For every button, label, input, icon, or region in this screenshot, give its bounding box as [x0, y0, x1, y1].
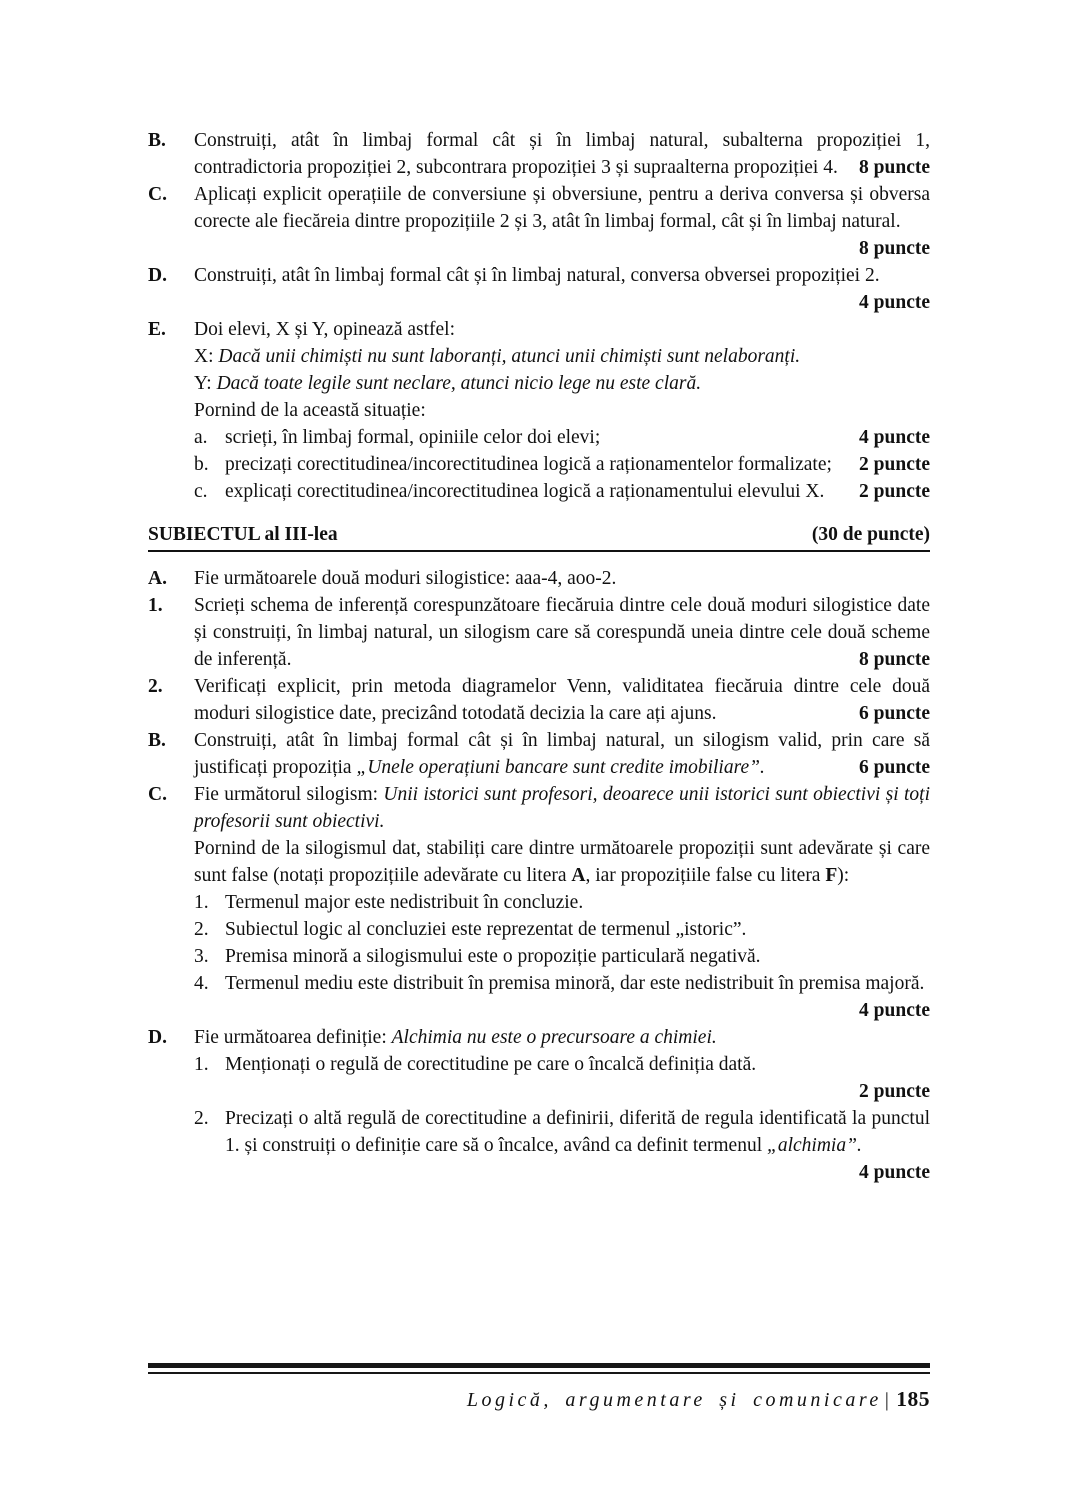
text-run: scrieți, în limbaj formal, opiniile celor doi elevi; [225, 427, 601, 448]
section-heading [148, 521, 930, 552]
question-item [148, 727, 930, 781]
paragraph [194, 1051, 930, 1078]
text-run: Subiectul logic al concluziei este reprezentat de termenul „istoric”. [225, 919, 747, 940]
points-value: 8 puncte [859, 238, 930, 259]
text-run: Fie următorul silogism: [194, 784, 384, 805]
text-run: Dacă unii chimiști nu sunt laboranți, atunci unii chimiști sunt nelaboranți. [218, 346, 801, 367]
points-value: 4 puncte [859, 427, 930, 448]
paragraph [194, 1024, 930, 1051]
question-label: E. [148, 319, 166, 340]
footer-separator: | [883, 1389, 890, 1411]
points-value: 8 puncte [859, 157, 930, 178]
question-body [194, 592, 930, 673]
paragraph [194, 592, 930, 673]
paragraph [194, 181, 930, 262]
question-body [194, 316, 930, 505]
question-item [148, 127, 930, 181]
footer-rule-thick [148, 1363, 930, 1368]
question-label: D. [148, 265, 167, 286]
sub-label: b. [194, 454, 209, 475]
book-title: Logică, argumentare și comunicare [466, 1389, 882, 1411]
paragraph [194, 262, 930, 316]
footer-rule-thin [148, 1372, 930, 1374]
question-body [194, 781, 930, 1024]
section-title: SUBIECTUL al III-lea [148, 524, 338, 545]
question-label: 2. [148, 676, 163, 697]
question-item [148, 781, 930, 1024]
sub-label: 1. [194, 1054, 209, 1075]
paragraph [194, 943, 930, 970]
text-run: Termenul major este nedistribuit în concluzie. [225, 892, 584, 913]
page-content [148, 127, 930, 1186]
sub-label: 4. [194, 973, 209, 994]
points-value: 6 puncte [859, 703, 930, 724]
paragraph [194, 127, 930, 181]
points-value: 2 puncte [859, 481, 930, 502]
question-body [194, 727, 930, 781]
sub-label: 1. [194, 892, 209, 913]
text-run: Pornind de la această situație: [194, 400, 426, 421]
paragraph [194, 970, 930, 1024]
text-run: Dacă toate legile sunt neclare, atunci nicio lege nu este clară. [216, 373, 702, 394]
text-run: Fie următoarea definiție: [194, 1027, 392, 1048]
paragraph [194, 316, 930, 343]
text-run: Verificați explicit, prin metoda diagramelor Venn, validitatea fiecăruia dintre cele două moduri silogistice date, precizând totodată decizia la care ați ajuns. [194, 676, 930, 724]
question-body [194, 127, 930, 181]
question-item [148, 181, 930, 262]
question-body [194, 262, 930, 316]
question-item [148, 262, 930, 316]
text-run: „alchimia”. [767, 1135, 862, 1156]
text-run: precizați corectitudinea/incorectitudinea logică a raționamentelor formalizate; [225, 454, 832, 475]
question-item [148, 316, 930, 505]
sub-label: 2. [194, 919, 209, 940]
section-points: (30 de puncte) [811, 524, 930, 545]
text-run: , iar propozițiile false cu litera [585, 865, 826, 886]
question-label: A. [148, 568, 167, 589]
question-body [194, 181, 930, 262]
sub-label: 3. [194, 946, 209, 967]
text-run: explicați corectitudinea/incorectitudinea logică a raționamentului elevului X. [225, 481, 825, 502]
points-value: 2 puncte [859, 1081, 930, 1102]
paragraph [194, 397, 930, 424]
text-run: Construiți, atât în limbaj formal cât și în limbaj natural, subalterna propoziției 1, contradictoria propoziției 2, subcontrara propoziției 3 și supraalterna propoziției 4. [194, 130, 930, 178]
text-run: X: [194, 346, 219, 367]
question-item [148, 592, 930, 673]
paragraph [194, 781, 930, 835]
paragraph [194, 727, 930, 781]
paragraph [194, 673, 930, 727]
text-run: Scrieți schema de inferență corespunzătoare fiecăruia dintre cele două moduri silogistice date și construiți, în limbaj natural, un silogism care să corespundă uneia dintre cele două scheme de inferență. [194, 595, 930, 670]
question-item [148, 673, 930, 727]
question-label: C. [148, 184, 167, 205]
points-line [194, 1078, 930, 1105]
question-label: C. [148, 784, 167, 805]
question-label: B. [148, 730, 166, 751]
points-value: 4 puncte [859, 1162, 930, 1183]
question-item [148, 1024, 930, 1186]
text-run: Premisa minoră a silogismului este o propoziție particulară negativă. [225, 946, 761, 967]
question-body [194, 673, 930, 727]
paragraph [194, 424, 930, 451]
paragraph [194, 889, 930, 916]
points-value: 4 puncte [859, 1000, 930, 1021]
text-run: „Unele operațiuni bancare sunt credite imobiliare”. [356, 757, 765, 778]
footer-text [148, 1387, 930, 1412]
points-value: 4 puncte [859, 292, 930, 313]
sub-label: a. [194, 427, 208, 448]
text-run: F [825, 865, 838, 886]
paragraph [194, 451, 930, 478]
text-run: Aplicați explicit operațiile de conversiune și obversiune, pentru a deriva conversa și obversa corecte ale fiecăreia dintre propozițiile 2 și 3, atât în limbaj formal, cât și în limbaj natural. [194, 184, 930, 232]
text-run: ): [837, 865, 850, 886]
paragraph [194, 835, 930, 889]
paragraph [194, 1105, 930, 1186]
text-run: Precizați o altă regulă de corectitudine a definirii, diferită de regula identificată la punctul 1. și construiți o definiție care să o încalce, având ca definit termenul [225, 1108, 930, 1156]
paragraph [194, 565, 930, 592]
paragraph [194, 916, 930, 943]
text-run: Termenul mediu este distribuit în premisa minoră, dar este nedistribuit în premisa majoră. [225, 973, 925, 994]
page-number: 185 [896, 1387, 930, 1411]
text-run: Construiți, atât în limbaj formal cât și în limbaj natural, un silogism valid, prin care să justificați propoziția [194, 730, 930, 778]
paragraph [194, 370, 930, 397]
paragraph [194, 343, 930, 370]
points-value: 6 puncte [859, 757, 930, 778]
text-run: Construiți, atât în limbaj formal cât și în limbaj natural, conversa obversei propoziției 2. [194, 265, 880, 286]
text-run: Fie următoarele două moduri silogistice: aaa-4, aoo-2. [194, 568, 617, 589]
points-value: 8 puncte [859, 649, 930, 670]
text-run: Unii istorici sunt profesori, deoarece unii istorici sunt obiectivi și toți profesorii sunt obiectivi. [194, 784, 930, 832]
question-body [194, 1024, 930, 1186]
question-body [194, 565, 930, 592]
text-run: Menționați o regulă de corectitudine pe care o încalcă definiția dată. [225, 1054, 757, 1075]
text-run: Doi elevi, X și Y, opinează astfel: [194, 319, 456, 340]
text-run: Alchimia nu este o precursoare a chimiei. [391, 1027, 717, 1048]
page-footer [148, 1363, 930, 1412]
question-item [148, 565, 930, 592]
sub-label: c. [194, 481, 208, 502]
text-run: Pornind de la silogismul dat, stabiliți care dintre următoarele propoziții sunt adevărate și care sunt false (notați propozițiile adevărate cu litera [194, 838, 930, 886]
question-label: D. [148, 1027, 167, 1048]
text-run: Y: [194, 373, 217, 394]
question-label: B. [148, 130, 166, 151]
sub-label: 2. [194, 1108, 209, 1129]
text-run: A [571, 865, 586, 886]
points-value: 2 puncte [859, 454, 930, 475]
question-label: 1. [148, 595, 163, 616]
paragraph [194, 478, 930, 505]
